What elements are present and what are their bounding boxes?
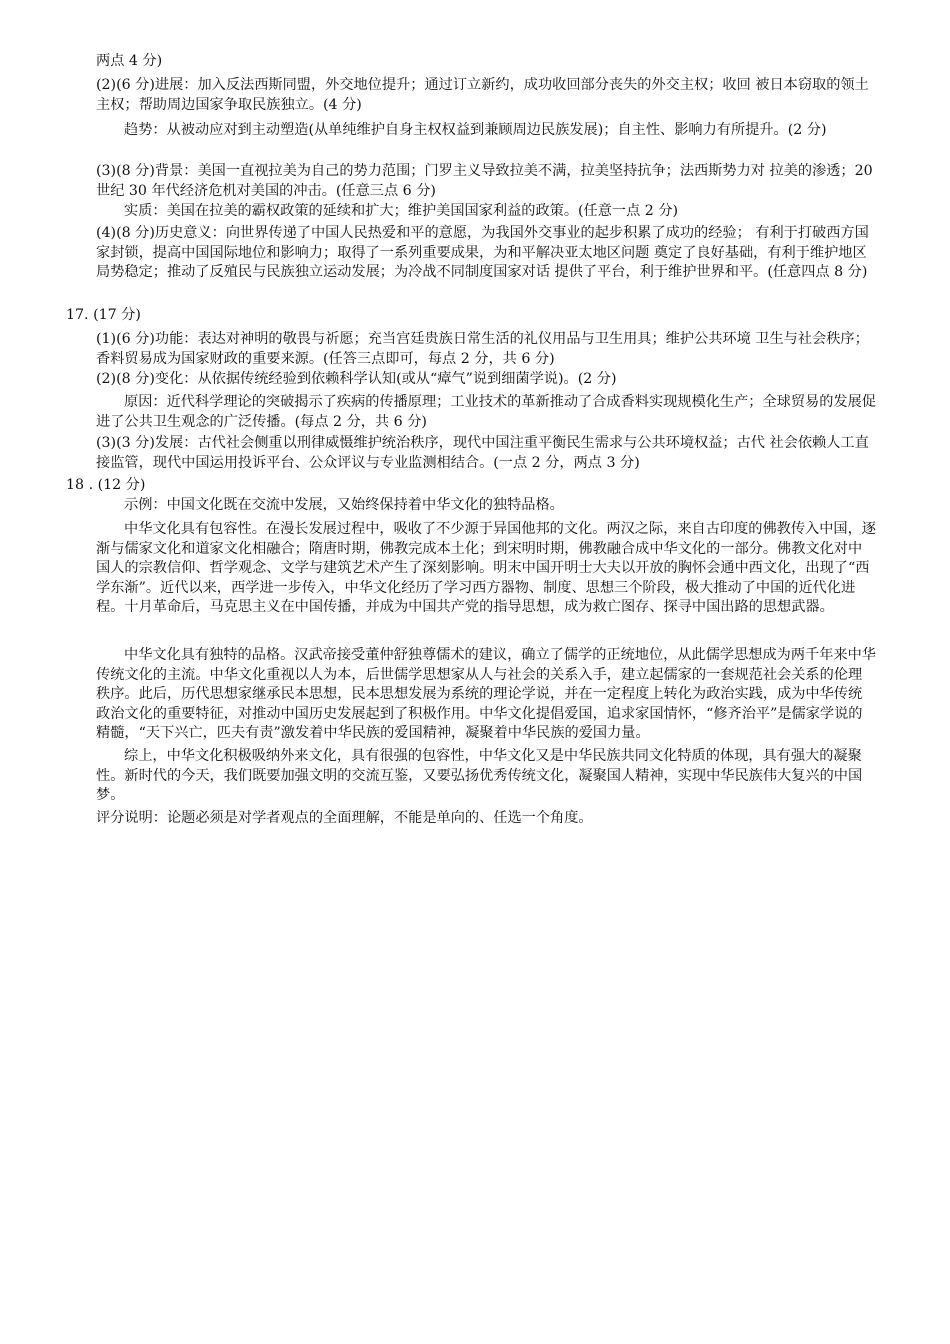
q18-scoring-note: 评分说明：论题必须是对学者观点的全面理解，不能是单向的、任选一个角度。 [96,810,593,826]
q16-part4: (4)(8 分)历史意义：向世界传递了中国人民热爱和平的意愿，为我国外交事业的起步积累了成功的经验； 有利于打破西方国家封锁，提高中国国际地位和影响力；取得了一系列重要成果，为和平解决亚太地区问题 奠定了良好基础，有利于维护地区局势稳定；推动了反殖民与民族独立运动发展；为冷战不同制度国家对话 提供了平台，利于维护世界和平。(任意四点 8 分) [96,225,869,280]
q18-paragraph-3: 综上，中华文化积极吸纳外来文化，具有很强的包容性，中华文化又是中华民族共同文化特质的体现，具有强大的凝聚性。新时代的今天，我们既要加强文明的交流互鉴，又要弘扬优秀传统文化，凝聚国人精神，实现中华民族伟大复兴的中国梦。 [96,748,863,803]
q18-example: 示例：中国文化既在交流中发展，又始终保持着中华文化的独特品格。 [124,497,564,513]
q16-part3-essence: 实质：美国在拉美的霸权政策的延续和扩大；维护美国国家利益的政策。(任意一点 2 分) [124,203,679,219]
q18-paragraph-1: 中华文化具有包容性。在漫长发展过程中，吸收了不少源于异国他邦的文化。两汉之际，来自古印度的佛教传入中国，逐渐与儒家文化和道家文化相融合；隋唐时期，佛教完成本土化；到宋明时期，佛教融合成中华文化的一部分。佛教文化对中国人的宗教信仰、哲学观念、文学与建筑艺术产生了深刻影响。明末中国开明士大夫以开放的胸怀会通中西文化，出现了“西学东渐”。近代以来，西学进一步传入，中华文化经历了学习西方器物、制度、思想三个阶段，极大推动了中国的近代化进程。十月革命后，马克思主义在中国传播，并成为中国共产党的指导思想，成为救亡图存、探寻中国出路的思想武器。 [96,521,876,615]
q16-continuation: 两点 4 分) [96,53,163,69]
q18-heading: 18 . (12 分) [66,477,146,493]
q17-part2-reason: 原因：近代科学理论的突破揭示了疾病的传播原理；工业技术的革新推动了合成香料实现规模化生产；全球贸易的发展促进了公共卫生观念的广泛传播。(每点 2 分，共 6 分) [96,394,876,430]
q18-paragraph-2: 中华文化具有独特的品格。汉武帝接受董仲舒独尊儒术的建议，确立了儒学的正统地位，从此儒学思想成为两千年来中华传统文化的主流。中华文化重视以人为本，后世儒学思想家从人与社会的关系入手，建立起儒家的一套规范社会关系的伦理秩序。此后，历代思想家继承民本思想，民本思想发展为系统的理论学说，并在一定程度上转化为政治实践，成为中华传统政治文化的重要特征，对推动中国历史发展起到了积极作用。中华文化提倡爱国，追求家国情怀，“修齐治平”是儒家学说的精髓，“天下兴亡，匹夫有责”激发着中华民族的爱国精神，凝聚着中华民族的爱国力量。 [96,647,876,741]
q16-part2-trend: 趋势：从被动应对到主动塑造(从单纯维护自身主权权益到兼顾周边民族发展)；自主性、影响力有所提升。(2 分) [124,122,827,138]
q16-part2: (2)(6 分)进展：加入反法西斯同盟，外交地位提升；通过订立新约，成功收回部分丧失的外交主权；收回 被日本窃取的领土主权；帮助周边国家争取民族独立。(4 分) [96,77,869,113]
q17-heading: 17. (17 分) [66,307,141,323]
q17-part2: (2)(8 分)变化：从依据传统经验到依赖科学认知(或从“瘴气”说到细菌学说)。(2 分) [96,371,617,387]
q17-part1: (1)(6 分)功能：表达对神明的敬畏与祈愿；充当宫廷贵族日常生活的礼仪用品与卫生用具；维护公共环境 卫生与社会秩序；香料贸易成为国家财政的重要来源。(任答三点即可，每点 2 分，共 6 分) [96,331,869,367]
q17-part3: (3)(3 分)发展：古代社会侧重以刑律威慑维护统治秩序，现代中国注重平衡民生需求与公共环境权益；古代 社会依赖人工直接监管，现代中国运用投诉平台、公众评议与专业监测相结合。(一点 2 分，两点 3 分) [96,435,869,471]
q16-part3: (3)(8 分)背景：美国一直视拉美为自己的势力范围；门罗主义导致拉美不满，拉美坚持抗争；法西斯势力对 拉美的渗透；20 世纪 30 年代经济危机对美国的冲击。(任意三点 6 分) [96,163,873,199]
